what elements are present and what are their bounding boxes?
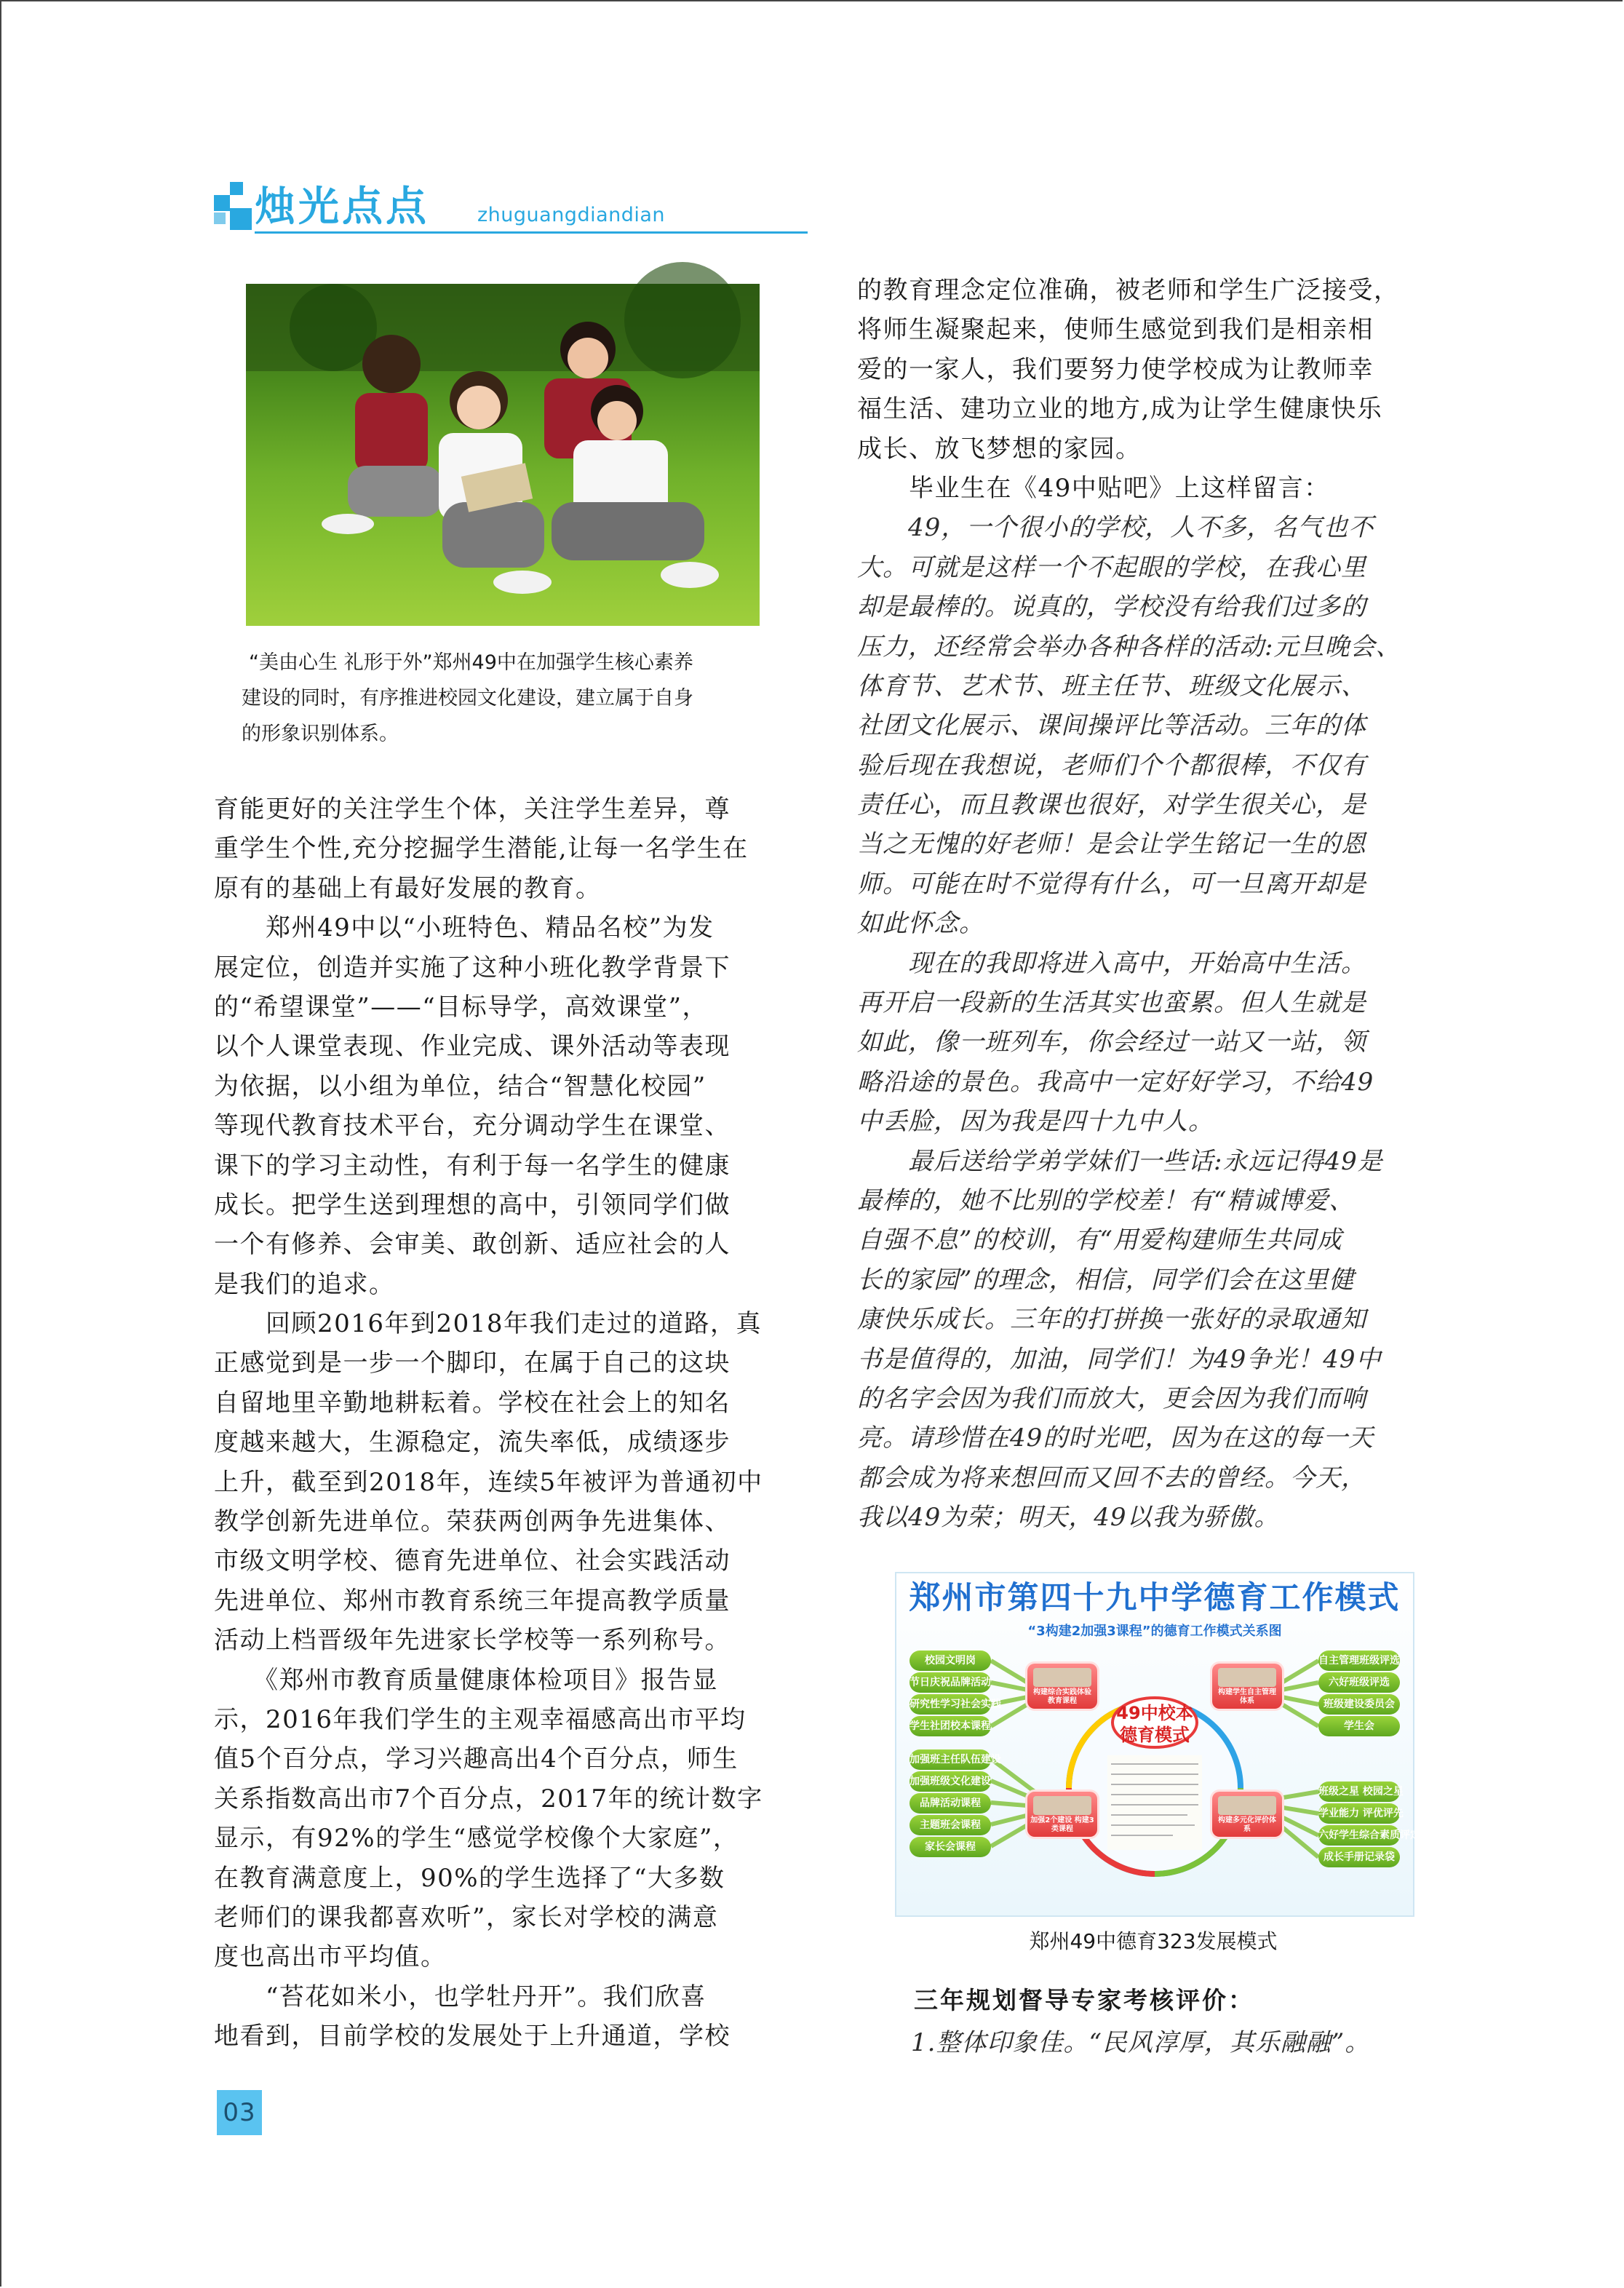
text-line: 显示，有92%的学生“感觉学校像个大家庭”， (214, 1824, 739, 1854)
diagram-center (1082, 1692, 1227, 1888)
diagram-center-title: 49中校本 德育模式 (1116, 1703, 1193, 1745)
quote-line: 中丢脸，因为我是四十九中人。 (857, 1107, 1214, 1137)
text-line: 的教育理念定位准确，被老师和学生广泛接受， (857, 276, 1400, 305)
diagram-right-item: 班级之星 校园之星 (1318, 1781, 1400, 1802)
quote-line: 书是值得的，加油，同学们！为49争光！49中 (857, 1344, 1382, 1374)
quote-line: 最后送给学弟学妹们一些话:永远记得49是 (857, 1146, 1383, 1176)
diagram-left-item: 研究性学习社会实践 (909, 1694, 991, 1715)
quote-line: 当之无愧的好老师！是会让学生铭记一生的恩 (857, 830, 1366, 859)
text-line: 成长、放飞梦想的家园。 (857, 434, 1142, 464)
quote-line: 的名字会因为我们而放大，更会因为我们而响 (857, 1383, 1366, 1413)
page-number: 03 (217, 2090, 262, 2135)
text-line: 《郑州市教育质量健康体检项目》报告显 (214, 1665, 718, 1695)
section-header (214, 182, 808, 236)
text-line: 的“希望课堂”——“目标导学，高效课堂”， (214, 992, 709, 1022)
text-line: 原有的基础上有最好发展的教育。 (214, 873, 602, 903)
text-line: 值5个百分点，学习兴趣高出4个百分点，师生 (214, 1744, 739, 1774)
diagram-left-item: 校园文明岗 (909, 1651, 991, 1671)
text-line: 示，2016年我们学生的主观幸福感高出市平均 (214, 1704, 747, 1734)
section-title: 烛光点点 (255, 183, 429, 231)
text-line: 老师们的课我都喜欢听”，家长对学校的满意 (214, 1902, 719, 1932)
quote-line: 49，一个很小的学校，人不多，名气也不 (857, 513, 1374, 543)
text-line: 毕业生在《49中贴吧》上这样留言： (857, 473, 1330, 503)
quote-line: 师。可能在时不觉得有什么，可一旦离开却是 (857, 869, 1366, 899)
text-line: 活动上档晋级年先进家长学校等一系列称号。 (214, 1626, 731, 1656)
diagram-right-item: 六好班级评选 (1318, 1672, 1400, 1693)
photo-illustration (246, 284, 760, 626)
diagram-node (1212, 1792, 1282, 1837)
diagram-right-item: 自主管理班级评选 (1318, 1651, 1400, 1671)
diagram-left-item: 家长会课程 (909, 1837, 991, 1857)
text-line: 育能更好的关注学生个体，关注学生差异，尊 (214, 795, 731, 824)
text-line: 正感觉到是一步一个脚印，在属于自己的这块 (214, 1348, 731, 1378)
text-line: 先进单位、郑州市教育系统三年提高教学质量 (214, 1586, 731, 1616)
evaluation-heading: 三年规划督导专家考核评价： (914, 1986, 1254, 2014)
diagram-left-item: 加强班级文化建设 (909, 1771, 991, 1792)
diagram-left-item: 学生社团校本课程 (909, 1716, 991, 1736)
quote-line: 社团文化展示、课间操评比等活动。三年的体 (857, 711, 1366, 741)
text-line: 在教育满意度上，90%的学生选择了“大多数 (214, 1863, 725, 1893)
quote-line: 自强不息”的校训，有“用爱构建师生共同成 (857, 1226, 1342, 1255)
photo-caption (242, 645, 768, 752)
quote-line: 最棒的，她不比别的学校差！有“精诚博爱、 (857, 1185, 1355, 1215)
node-label: 加强2个建设 构建3类课程 (1030, 1816, 1094, 1833)
diagram-left-item: 节日庆祝品牌活动 (909, 1672, 991, 1693)
diagram-right-item: 学业能力 评优评先 (1318, 1803, 1400, 1824)
quote-line: 责任心，而且教课也很好，对学生很关心，是 (857, 790, 1366, 820)
text-line: 等现代教育技术平台，充分调动学生在课堂、 (214, 1111, 731, 1141)
quote-line: 亮。请珍惜在49的时光吧，因为在这的每一天 (857, 1423, 1374, 1453)
text-line: 度越来越大，生源稳定，流失率低，成绩逐步 (214, 1428, 731, 1458)
diagram-right-item: 学生会 (1318, 1716, 1400, 1736)
diagram-title: 郑州市第四十九中学德育工作模式 (909, 1580, 1401, 1616)
diagram-subtitle: “3构建2加强3课程”的德育工作模式关系图 (1027, 1624, 1282, 1639)
quote-line: 现在的我即将进入高中，开始高中生活。 (857, 948, 1366, 978)
quote-line: 长的家园”的理念，相信，同学们会在这里健 (857, 1265, 1355, 1295)
quote-line: 再开启一段新的生活其实也蛮累。但人生就是 (857, 988, 1366, 1018)
text-line: 展定位，创造并实施了这种小班化教学背景下 (214, 953, 731, 982)
text-line: 以个人课堂表现、作业完成、课外活动等表现 (214, 1032, 731, 1062)
text-line: 成长。把学生送到理想的高中，引领同学们做 (214, 1190, 731, 1220)
quote-line: 略沿途的景色。我高中一定好好学习，不给49 (857, 1067, 1374, 1097)
evaluation-item: 1.整体印象佳。“民风淳厚，其乐融融”。 (911, 2028, 1371, 2057)
text-line: 爱的一家人，我们要努力使学校成为让教师幸 (857, 354, 1374, 384)
node-photo (1218, 1668, 1276, 1687)
students-reading-photo (246, 284, 760, 626)
section-title-pinyin: zhuguangdiandian (477, 204, 666, 226)
text-line: 将师生凝聚起来，使师生感觉到我们是相亲相 (857, 315, 1374, 345)
quote-line: 如此，像一班列车，你会经过一站又一站，领 (857, 1028, 1366, 1057)
quote-line: 压力，还经常会举办各种各样的活动:元旦晚会、 (857, 632, 1401, 662)
moral-education-diagram (895, 1572, 1420, 1917)
text-line: 地看到，目前学校的发展处于上升通道，学校 (214, 2022, 731, 2051)
diagram-left-item: 加强班主任队伍建设 (909, 1749, 991, 1770)
text-line: 回顾2016年到2018年我们走过的道路，真 (214, 1309, 763, 1339)
quote-line: 康快乐成长。三年的打拼换一张好的录取通知 (857, 1305, 1366, 1335)
caption-line: 建设的同时，有序推进校园文化建设，建立属于自身 (242, 687, 693, 710)
text-line: 为依据，以小组为单位，结合“智慧化校园” (214, 1071, 706, 1101)
text-line: 度也高出市平均值。 (214, 1942, 447, 1972)
left-column-text (214, 790, 796, 2057)
text-line: 教学创新先进单位。荣获两创两争先进集体、 (214, 1507, 731, 1537)
quote-line: 验后现在我想说，老师们个个都很棒，不仅有 (857, 750, 1366, 780)
node-photo (1218, 1796, 1276, 1815)
caption-line: 的形象识别体系。 (242, 723, 399, 745)
text-line: 一个有修养、会审美、敢创新、适应社会的人 (214, 1230, 731, 1260)
node-label: 构建综合实践体验教育课程 (1033, 1688, 1091, 1705)
caption-line: “美由心生 礼形于外”郑州49中在加强学生核心素养 (249, 651, 693, 674)
diagram-node (1212, 1664, 1282, 1709)
diagram-node (1027, 1664, 1097, 1709)
diagram-right-item: 班级建设委员会 (1318, 1694, 1400, 1715)
text-line: 是我们的追求。 (214, 1269, 395, 1299)
text-line: 上升，截至到2018年，连续5年被评为普通初中 (214, 1467, 763, 1497)
quote-line: 我以49为荣；明天，49以我为骄傲。 (857, 1503, 1280, 1533)
text-line: 课下的学习主动性，有利于每一名学生的健康 (214, 1151, 731, 1180)
quote-line: 却是最棒的。说真的，学校没有给我们过多的 (857, 592, 1366, 622)
header-underline (255, 231, 808, 234)
text-line: 重学生个性,充分挖掘学生潜能,让每一名学生在 (214, 834, 749, 864)
quote-line: 都会成为将来想回而又回不去的曾经。今天， (857, 1463, 1366, 1493)
quote-line: 体育节、艺术节、班主任节、班级文化展示、 (857, 671, 1366, 701)
diagram-left-item: 主题班会课程 (909, 1815, 991, 1835)
node-label: 构建多元化评价体系 (1218, 1816, 1276, 1833)
diagram-right-item: 成长手册记录袋 (1318, 1847, 1400, 1867)
text-line: 福生活、建功立业的地方,成为让学生健康快乐 (857, 394, 1383, 424)
text-line: 郑州49中以“小班特色、精品名校”为发 (214, 913, 715, 943)
node-photo (1033, 1796, 1091, 1815)
text-line: 自留地里辛勤地耕耘着。学校在社会上的知名 (214, 1388, 731, 1418)
quote-line: 如此怀念。 (857, 909, 984, 939)
diagram-caption: 郑州49中德育323发展模式 (1029, 1929, 1278, 1953)
node-label: 构建学生自主管理体系 (1218, 1688, 1276, 1705)
text-line: 市级文明学校、德育先进单位、社会实践活动 (214, 1546, 731, 1576)
text-line: 关系指数高出市7个百分点，2017年的统计数字 (214, 1784, 763, 1814)
text-line: “苔花如米小，也学牡丹开”。我们欣喜 (214, 1982, 706, 2011)
header-logo-icon (214, 182, 253, 233)
diagram-node (1027, 1792, 1097, 1837)
node-photo (1033, 1668, 1091, 1687)
diagram-right-item: 六好学生综合素质评定 (1318, 1825, 1400, 1846)
diagram-left-item: 品牌活动课程 (909, 1793, 991, 1814)
quote-line: 大。可就是这样一个不起眼的学校，在我心里 (857, 552, 1366, 582)
right-column-text (857, 271, 1444, 1538)
